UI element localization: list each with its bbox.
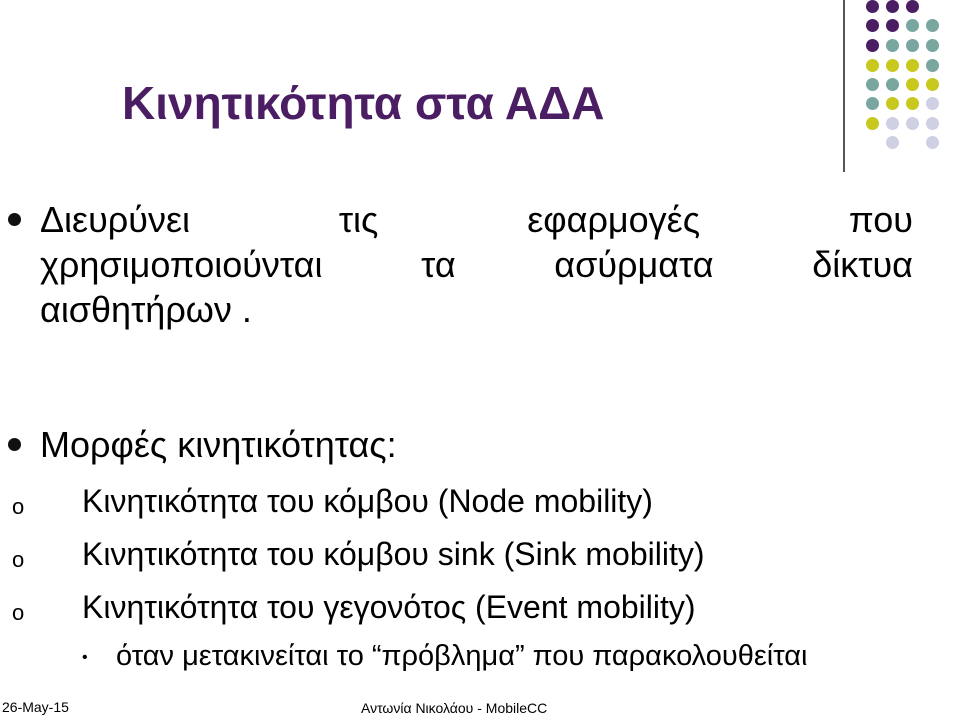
decor-dot	[906, 78, 919, 91]
word: ασύρματα	[554, 244, 714, 285]
bullet-1-line-2	[40, 242, 913, 287]
decor-dot	[926, 136, 939, 149]
word: τις	[338, 199, 379, 240]
word: δίκτυα	[812, 244, 913, 285]
decor-dot	[866, 59, 879, 72]
decor-dot	[866, 0, 879, 13]
decor-dot	[866, 97, 879, 110]
decor-dot	[926, 78, 939, 91]
sub-bullet-marker: o	[12, 600, 25, 625]
decor-dot	[886, 136, 899, 149]
word: που	[848, 199, 913, 240]
slide-title: Κινητικότητα στα ΑΔΑ	[122, 77, 605, 129]
bullet-marker	[8, 438, 21, 451]
sub-bullet-text: Κινητικότητα του κόμβου (Node mobility)	[82, 483, 653, 519]
decor-dot	[886, 78, 899, 91]
decor-dot	[886, 19, 899, 32]
sub-sub-bullet-text: όταν μετακινείται το “πρόβλημα” που παρακολουθείται	[116, 640, 808, 672]
bullet-1-line-3	[40, 287, 913, 332]
decor-dot	[926, 39, 939, 52]
decor-dot	[906, 117, 919, 130]
decor-dot	[866, 19, 879, 32]
decor-dot	[886, 39, 899, 52]
decor-dot	[926, 97, 939, 110]
decor-dot	[926, 59, 939, 72]
sub-sub-bullet-marker: •	[82, 649, 88, 666]
decor-dot	[866, 39, 879, 52]
decor-dot	[926, 117, 939, 130]
decor-dot	[906, 59, 919, 72]
decor-dot	[906, 97, 919, 110]
decor-dot	[906, 0, 919, 13]
decor-dot	[906, 39, 919, 52]
decor-dot	[866, 117, 879, 130]
decorative-vertical-line	[843, 0, 845, 172]
bullet-2-text: Μορφές κινητικότητας:	[40, 424, 397, 465]
bullet-1-text	[40, 197, 913, 332]
word: τα	[421, 244, 456, 285]
bullet-marker	[8, 213, 21, 226]
bullet-1-line-1	[40, 197, 913, 242]
decor-dot	[866, 78, 879, 91]
decor-dot	[906, 19, 919, 32]
decor-dot	[886, 97, 899, 110]
word: αισθητήρων .	[40, 289, 252, 330]
footer-date: 26-May-15	[2, 699, 69, 715]
sub-bullet-text: Κινητικότητα του κόμβου sink (Sink mobility)	[82, 536, 705, 572]
word: εφαρμογές	[527, 199, 701, 240]
decorative-dot-grid	[864, 0, 959, 150]
decor-dot	[886, 0, 899, 13]
decor-dot	[886, 117, 899, 130]
sub-bullet-marker: o	[12, 494, 25, 519]
word: χρησιμοποιούνται	[40, 244, 323, 285]
sub-bullet-marker: o	[12, 547, 25, 572]
decor-dot	[886, 59, 899, 72]
word: Διευρύνει	[40, 199, 190, 240]
footer-author: Αντωνία Νικολάου - MobileCC	[361, 700, 548, 716]
decor-dot	[926, 19, 939, 32]
sub-bullet-text: Κινητικότητα του γεγονότος (Event mobility)	[82, 589, 696, 625]
